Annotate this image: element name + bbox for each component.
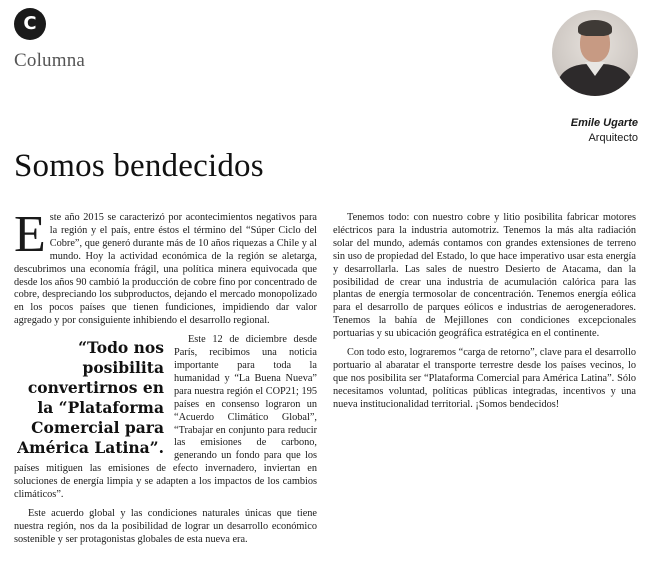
author-role: Arquitecto xyxy=(588,132,638,144)
paragraph-1 xyxy=(14,206,317,328)
author-name: Emile Ugarte xyxy=(570,117,638,129)
article-headline: Somos bendecidos xyxy=(14,148,264,184)
paragraph-4: Tenemos todo: con nuestro cobre y litio posibilita fabricar motores eléctricos para la industria automotriz. Tenemos la más alta radiación solar del mundo, además contamos con grandes extensiones de terreno sin uso de propiedad del Estado, lo que hace imperativo usar esta energía y desarrollarla. Las sales de nuestro Desierto de Atacama, dan la posibilidad de crear una industria de acumulación calórica para las plantas de energía termosolar de concentración. Tenemos energía eólica para el desarrollo de parques eólicos e industrias de aerogeneradores. Tenemos la bahía de Mejillones con condiciones excepcionales portuarias y su ubicación geográfica estratégica en el continente. xyxy=(333,212,636,340)
paragraph-3: Este acuerdo global y las condiciones naturales únicas que tiene nuestra región, nos da la posibilidad de lograr un desarrollo económico sostenible y ser protagonistas globales de esta nueva era. xyxy=(14,507,317,545)
paragraph-5: Con todo esto, lograremos “carga de retorno”, clave para el desarrollo portuario al abaratar el transporte terrestre desde los países vecinos, lo que nos posibilita ser “Plataforma Comercial para América Latina”. Sólo necesitamos voluntad, políticas públicas integradas, incentivos y una nueva institucionalidad territorial. ¡Somos bendecidos! xyxy=(333,347,636,410)
paragraph-1-text: ste año 2015 se caracterizó por acontecimientos negativos para la región y el país, entre éstos el término del “Súper Ciclo del Cobre”, que generó durante más de 10 años riquezas a Chile y al mundo. Hoy la actividad económica de la región se aletarga, descubrimos una economía frágil, una política minera equivocada que desde los años 90 cambió la producción de cobre fino por concentrado de cobre, despreciando los subproductos, dejando el mercado monopolizado en los pocos países que tienen fundiciones, impidiendo dar valor agregado y por consiguiente inhibiendo el desarrollo regional. xyxy=(14,212,317,327)
paragraph-2: Este 12 de diciembre desde París, recibimos una noticia importante para toda la humanidad y “La Buena Nueva” para nuestra región el COP21; 195 países en consenso lograron un “Acuerdo Climático Global”, “Trabajar en conjunto para reducir las emisiones de carbono, generando un fondo para que los países mitiguen las emisiones de efecto invernadero, inviertan en soluciones de energía limpia y se adapten a los impactos de los cambios climáticos”. xyxy=(14,334,317,501)
column-badge: C xyxy=(14,8,46,40)
drop-cap: E xyxy=(14,206,46,263)
section-label: Columna xyxy=(14,50,86,71)
pull-quote: “Todo nos posibilita convertirnos en la “Plataforma Comercial para América Latina”. xyxy=(17,338,164,458)
author-portrait-icon xyxy=(552,10,638,96)
article-body xyxy=(14,206,636,574)
